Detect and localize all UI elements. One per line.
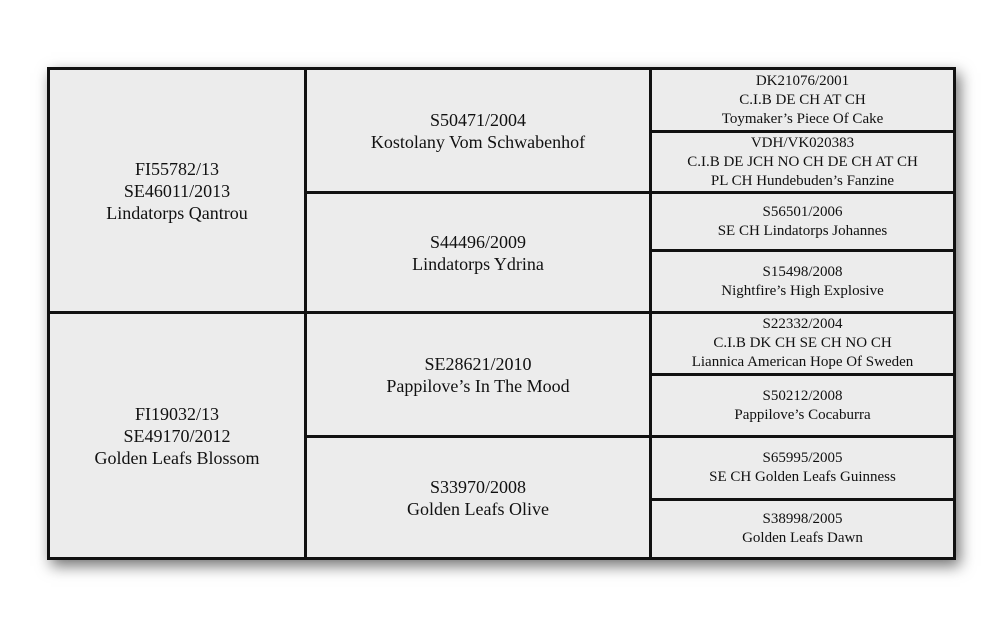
- dog-name: Toymaker’s Piece Of Cake: [721, 110, 884, 127]
- dog-name: Kostolany Vom Schwabenhof: [370, 131, 586, 152]
- reg-number: S56501/2006: [762, 203, 843, 220]
- row-divider: [652, 130, 953, 133]
- reg-number: SE46011/2013: [123, 180, 231, 201]
- pedigree-table: [47, 67, 956, 560]
- row-divider: [652, 498, 953, 501]
- reg-number: FI19032/13: [134, 403, 219, 424]
- parent-cell-dam: [50, 314, 304, 557]
- reg-number: S15498/2008: [762, 263, 843, 280]
- title-line: C.I.B DE JCH NO CH DE CH AT CH: [687, 153, 918, 170]
- dog-name: Golden Leafs Dawn: [742, 530, 863, 546]
- dog-name: Lindatorps Qantrou: [106, 202, 248, 223]
- grandparent-cell: [307, 438, 649, 557]
- dog-name: Pappilove’s In The Mood: [386, 375, 570, 396]
- reg-number: S38998/2005: [762, 511, 843, 527]
- great-grandparent-cell: [652, 70, 953, 130]
- row-divider: [307, 435, 953, 438]
- parent-cell-sire: [50, 70, 304, 311]
- great-grandparent-cell: [652, 501, 953, 557]
- row-divider: [307, 191, 953, 194]
- great-grandparent-cell: [652, 194, 953, 249]
- row-divider: [652, 373, 953, 376]
- reg-number: SE49170/2012: [123, 425, 231, 446]
- great-grandparent-cell: [652, 438, 953, 498]
- title-line: C.I.B DK CH SE CH NO CH: [713, 335, 892, 351]
- great-grandparent-cell: [652, 133, 953, 191]
- row-divider: [652, 249, 953, 252]
- reg-number: FI55782/13: [134, 158, 219, 179]
- great-grandparent-cell: [652, 252, 953, 311]
- reg-number: S65995/2005: [762, 450, 843, 466]
- reg-number: S50212/2008: [762, 387, 843, 404]
- reg-number: S22332/2004: [762, 316, 843, 332]
- grandparent-cell: [307, 314, 649, 435]
- dog-name: SE CH Lindatorps Johannes: [717, 222, 888, 239]
- title-line: C.I.B DE CH AT CH: [739, 91, 866, 108]
- dog-name: Liannica American Hope Of Sweden: [691, 354, 914, 370]
- dog-name: Nightfire’s High Explosive: [721, 282, 884, 299]
- reg-number: VDH/VK020383: [750, 134, 855, 151]
- dog-name: SE CH Golden Leafs Guinness: [709, 469, 896, 485]
- reg-number: S44496/2009: [429, 231, 526, 252]
- dog-name: PL CH Hundebuden’s Fanzine: [710, 172, 895, 189]
- reg-number: DK21076/2001: [755, 72, 850, 89]
- reg-number: S33970/2008: [429, 476, 526, 497]
- dog-name: Lindatorps Ydrina: [412, 253, 544, 274]
- grandparent-cell: [307, 70, 649, 191]
- dog-name: Pappilove’s Cocaburra: [734, 406, 871, 423]
- grandparent-cell: [307, 194, 649, 311]
- reg-number: SE28621/2010: [424, 353, 532, 374]
- great-grandparent-cell: [652, 376, 953, 435]
- reg-number: S50471/2004: [429, 109, 526, 130]
- dog-name: Golden Leafs Blossom: [94, 447, 260, 468]
- dog-name: Golden Leafs Olive: [407, 498, 549, 519]
- row-divider: [50, 311, 953, 314]
- great-grandparent-cell: [652, 314, 953, 373]
